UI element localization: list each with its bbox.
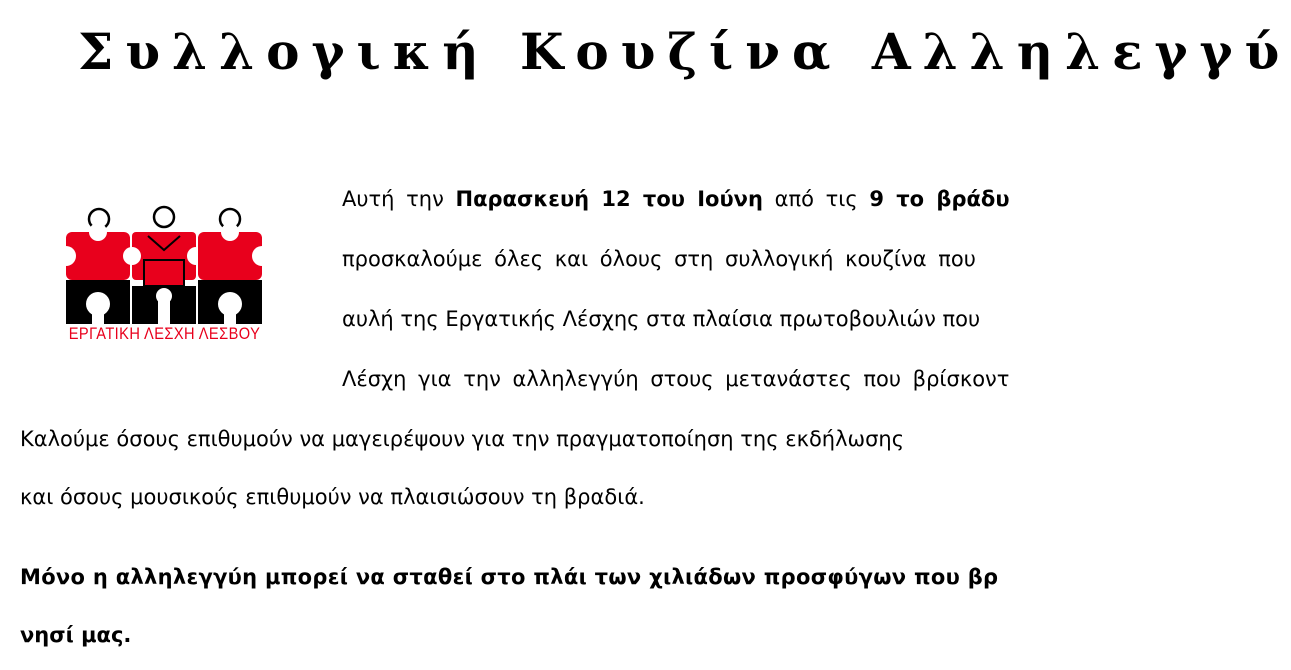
left-figure — [56, 209, 130, 324]
intro-line-1 — [342, 184, 1010, 214]
logo-caption: ΕΡΓΑΤΙΚΗ ΛΕΣΧΗ ΛΕΣΒΟΥ — [68, 324, 261, 343]
intro-line-4: Λέσχη για την αλληλεγγύη στους μετανάστες που βρίσκοντ — [342, 367, 1010, 391]
intro-line-2: προσκαλούμε όλες και όλους στη συλλογική κουζίνα που — [342, 247, 976, 271]
document-title: Συλλογική Κουζίνα Αλληλεγγύ — [78, 22, 1291, 81]
call-line-1: Καλούμε όσους επιθυμούν να μαγειρέψουν για την πραγματοποίηση της εκδήλωσης — [20, 427, 905, 451]
puzzle-people-logo-icon — [52, 200, 277, 324]
event-date: Παρασκευή 12 του Ιούνη — [455, 187, 763, 211]
closing-line-2: νησί μας. — [20, 623, 132, 647]
closing-line-1: Μόνο η αλληλεγγύη μπορεί να σταθεί στο πλάι των χιλιάδων προσφύγων που βρ — [20, 565, 999, 589]
event-time: 9 το βράδυ — [869, 187, 1010, 211]
intro-text-c: από τις — [762, 187, 870, 211]
call-line-2: και όσους μουσικούς επιθυμούν να πλαισιώσουν τη βραδιά. — [20, 485, 645, 509]
middle-figure — [123, 207, 205, 324]
intro-text-a: Αυτή την — [342, 187, 456, 211]
organization-logo — [52, 200, 277, 350]
right-figure — [198, 209, 272, 324]
intro-line-3: αυλή της Εργατικής Λέσχης στα πλαίσια πρωτοβουλιών που — [342, 307, 981, 331]
